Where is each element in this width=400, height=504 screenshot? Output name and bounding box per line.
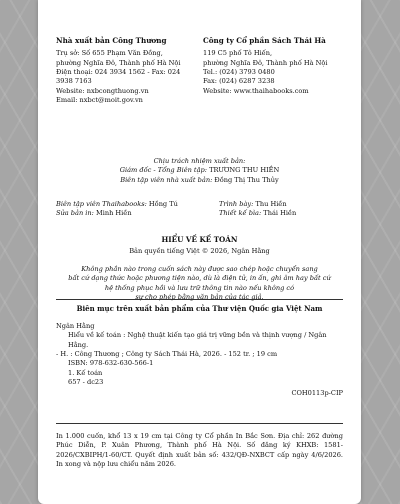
cip-publication: - H. : Công Thương ; Công ty Sách Thái Hà, 2026. - 152 tr. ; 19 cm [56,350,278,359]
copyright-page [38,0,361,504]
company-line: Website: www.thaihabooks.com [203,86,309,95]
cip-body [56,322,343,399]
layout-designer [219,200,343,209]
proofreader [56,209,219,218]
director-label: Giám đốc - Tổng Biên tập: [119,166,210,175]
staff-label: Sửa bản in: [56,209,96,218]
cip-isbn: ISBN: 978-632-630-566-1 [68,359,154,368]
responsibility-heading: Chịu trách nhiệm xuất bản: [153,157,246,165]
divider-bottom [56,423,343,424]
company-line: 119 C5 phố Tô Hiến, [203,49,273,58]
disclaimer-line: bất cứ dạng thức hoặc phương tiện nào, dù là điện tử, in ấn, ghi âm hay bất cứ [68,274,331,283]
staff-name: Thái Hiền [263,209,297,218]
company-line: Tel.: (024) 3793 0480 [203,67,275,76]
publisher-line: phường Nghĩa Đô, Thành phố Hà Nội [56,58,181,67]
publisher-line: Email: nxbct@moit.gov.vn [56,96,143,105]
cover-designer [219,209,343,218]
print-info: In 1.000 cuốn, khổ 13 x 19 cm tại Công ty Cổ phần In Bắc Sơn. Địa chỉ: 262 đường Phúc Diễn, P. Xuân Phương, Thành phố Hà Nội. Số đăng ký KHXB: 1581-2026/CXBIPH/1-60/CT. Quyết định xuất bản số: 432/QĐ-NXBCT cấp ngày 4/6/2026. In xong và nộp lưu chiểu năm 2026. [56,432,343,469]
disclaimer-line: sự cho phép bằng văn bản của tác giả. [135,293,264,302]
publishing-responsibility [56,157,343,185]
staff-name: Minh Hiền [95,209,132,218]
publisher-line: Trụ sở: Số 655 Phạm Văn Đồng, [56,49,163,58]
company-name: Công ty Cổ phần Sách Thái Hà [203,36,326,45]
cip-code: COH0113p-CIP [291,389,343,398]
cip-subject: 1. Kế toán [68,368,103,377]
publisher-name: Nhà xuất bản Công Thương [56,36,167,45]
publisher-right [203,36,343,105]
copyright-notice: Bản quyền tiếng Việt © 2026, Ngân Hằng [129,247,270,256]
cip-title-statement: Hiểu về kế toán : Nghệ thuật kiến tạo giá trị vững bền và thịnh vượng / Ngân Hằng. [68,331,327,349]
staff-col-right [219,200,343,219]
staff-credits [56,200,343,219]
staff-col-left [56,200,219,219]
editor-label: Biên tập viên nhà xuất bản: [120,175,215,184]
company-line: phường Nghĩa Đô, Thành phố Hà Nội [203,58,328,67]
reproduction-disclaimer [56,265,343,302]
disclaimer-line: hệ thống phục hồi và lưu trữ thông tin nào nếu không có [104,283,295,292]
editor-name: Đồng Thị Thu Thủy [214,175,279,184]
editor-line [56,176,343,185]
director-line [56,166,343,175]
divider-top [56,299,343,300]
director-name: TRƯƠNG THU HIỀN [209,166,280,175]
title-block [56,235,343,257]
cip-ddc: 657 - dc23 [68,378,104,387]
disclaimer-line: Không phần nào trong cuốn sách này được sao chép hoặc chuyển sang [81,265,318,273]
staff-name: Hồng Tú [148,200,178,208]
publisher-line: Website: nxbcongthuong.vn [56,86,149,95]
cip-title: Biên mục trên xuất bản phẩm của Thư viện Quốc gia Việt Nam [76,304,323,313]
book-title: HIỂU VỀ KẾ TOÁN [161,235,238,244]
publisher-left [56,36,196,105]
thaihabooks-editor [56,200,219,209]
staff-label: Thiết kế bìa: [219,209,264,218]
publisher-line: Điện thoại: 024 3934 1562 - Fax: 024 3938 7163 [56,67,181,86]
staff-label: Biên tập viên Thaihabooks: [56,200,149,208]
cip-record [56,304,343,399]
company-line: Fax: (024) 6287 3238 [203,77,275,86]
staff-name: Thu Hiền [255,200,287,208]
staff-label: Trình bày: [219,200,256,208]
publisher-info [56,36,343,105]
cip-author: Ngân Hằng [56,321,95,330]
